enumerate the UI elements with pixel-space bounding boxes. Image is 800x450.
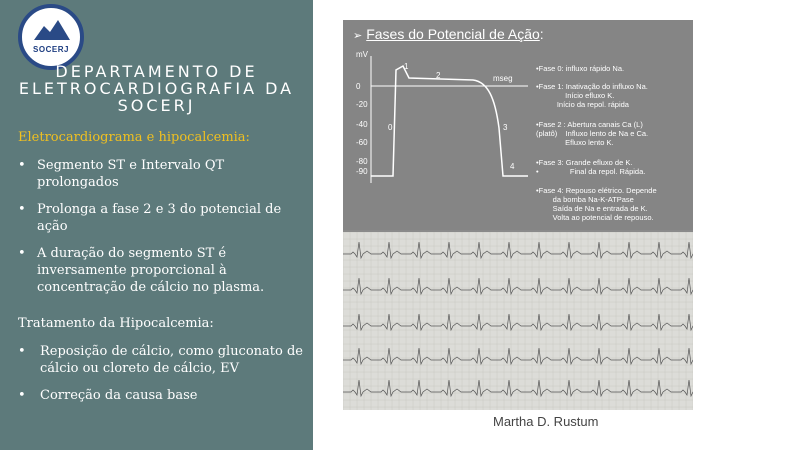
section-title-treatment: Tratamento da Hipocalcemia: xyxy=(18,316,214,331)
ecg-tracing xyxy=(343,232,693,410)
ecg-tracing-image xyxy=(343,232,693,410)
department-line-2: ELETROCARDIOGRAFIA DA xyxy=(18,79,295,98)
y-tick-label: -90 xyxy=(356,167,368,176)
y-tick-label: -40 xyxy=(356,120,368,129)
department-line-3: SOCERJ xyxy=(117,96,196,115)
figure-title xyxy=(353,26,544,42)
figure-title-text: Fases do Potencial de Ação xyxy=(366,26,540,42)
list-item-text: Reposição de cálcio, como gluconato de cálcio ou cloreto de cálcio, EV xyxy=(40,344,303,376)
list-item xyxy=(18,157,298,191)
action-potential-figure xyxy=(343,20,693,410)
left-panel xyxy=(0,0,313,450)
y-unit-label: mV xyxy=(356,50,368,59)
list-item-text: A duração do segmento ST é inversamente proporcional à concentração de cálcio no plasma. xyxy=(37,246,265,295)
bullet-dot: • xyxy=(18,202,26,217)
list-item xyxy=(18,387,308,404)
list-item-text: Segmento ST e Intervalo QT prolongados xyxy=(37,158,225,190)
bullet-dot: • xyxy=(18,158,26,173)
phase-1-description: •Fase 1: Inativação do influxo Na. Início efluxo K. Início da repol. rápida xyxy=(536,82,648,109)
list-item xyxy=(18,245,298,296)
list-item xyxy=(18,343,308,377)
section-title-ecg: Eletrocardiograma e hipocalcemia: xyxy=(18,130,250,145)
list-item-text: Correção da causa base xyxy=(40,388,198,403)
phase-number-label: 3 xyxy=(503,123,508,132)
figure-title-colon: : xyxy=(539,26,544,42)
image-credit: Martha D. Rustum xyxy=(493,414,599,429)
arrow-bullet-icon: ➢ xyxy=(353,30,363,42)
x-unit-label: mseg xyxy=(493,74,513,83)
ecg-bullet-list xyxy=(18,157,298,306)
phase-number-label: 4 xyxy=(510,162,515,171)
list-item xyxy=(18,201,298,235)
phase-0-description: •Fase 0: influxo rápido Na. xyxy=(536,64,625,73)
treatment-bullet-list xyxy=(18,343,308,414)
socerj-logo xyxy=(18,4,84,70)
phase-number-label: 2 xyxy=(436,71,441,80)
figure-upper xyxy=(343,20,693,230)
bullet-dot: • xyxy=(18,344,26,359)
phase-2-description: •Fase 2 : Abertura canais Ca (L) (platô) Influxo lento de Na e Ca. Efluxo lento K. xyxy=(536,120,649,147)
department-title xyxy=(0,63,313,114)
y-tick-label: -20 xyxy=(356,100,368,109)
list-item-text: Prolonga a fase 2 e 3 do potencial de ação xyxy=(37,202,282,234)
phase-number-label: 1 xyxy=(404,62,409,71)
bullet-dot: • xyxy=(18,388,26,403)
department-line-1: DEPARTAMENTO DE xyxy=(55,62,258,81)
y-tick-label: -80 xyxy=(356,157,368,166)
heart-mountain-icon xyxy=(22,8,80,48)
bullet-dot: • xyxy=(18,246,26,261)
phase-4-description: •Fase 4: Repouso elétrico. Depende da bomba Na-K-ATPase Saída de Na e entrada de K. Volta ao potencial de repouso. xyxy=(536,186,657,222)
phase-number-label: 0 xyxy=(388,123,393,132)
y-tick-label: -60 xyxy=(356,138,368,147)
logo-text: SOCERJ xyxy=(33,45,69,54)
phase-3-description: •Fase 3: Grande efluxo de K. • Final da repol. Rápida. xyxy=(536,158,646,176)
y-tick-label: 0 xyxy=(356,82,361,91)
